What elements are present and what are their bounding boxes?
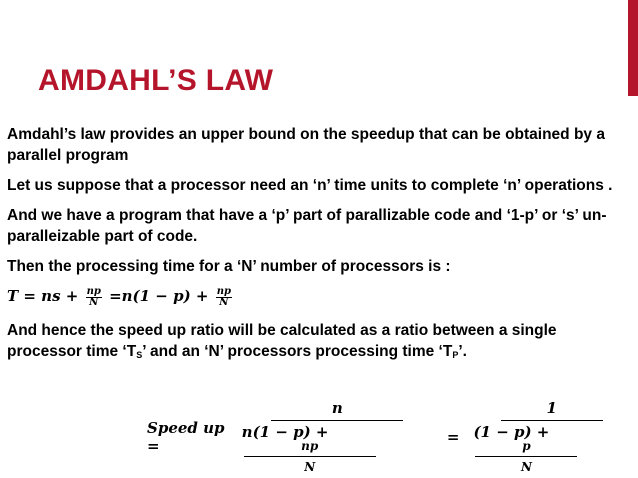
paragraph-processing-time: Then the processing time for a ‘N’ number of processors is : — [7, 258, 451, 275]
formula1-fraction-denominator: N — [89, 296, 99, 308]
p5-subscript-p: P — [452, 349, 459, 360]
formula2-f2-den-text: (1 − p) + — [473, 423, 550, 441]
formula1-fraction-numerator: np — [86, 285, 101, 297]
p5-text-c: ’. — [458, 342, 467, 360]
formula1-fraction-2-numerator: np — [216, 285, 231, 297]
formula2-f1-den-fraction — [244, 440, 376, 473]
formula2-f1-den-fraction-numerator: np — [244, 440, 376, 457]
formula2-fraction-1-denominator — [236, 421, 439, 473]
p5-subscript-s: S — [136, 349, 143, 360]
formula1-middle: =n(1 − p) + — [109, 287, 209, 305]
paragraph-processor-time: Let us suppose that a processor need an ‘n’ time units to complete ‘n’ operations . — [7, 177, 613, 194]
formula1-lhs: T = ns + — [7, 287, 79, 305]
formula1-fraction — [86, 287, 102, 308]
formula2-fraction-2-numerator: 1 — [501, 401, 603, 421]
p5-text-a: And hence the speed up ratio will be calculated as a ratio between a single processor time ‘T — [7, 321, 557, 360]
paragraph-amdahl-definition: Amdahl’s law provides an upper bound on the speedup that can be obtained by a parallel program — [7, 126, 605, 164]
formula2-f2-den-fraction-denominator: N — [520, 460, 532, 474]
formula1-fraction-2-denominator: N — [219, 296, 229, 308]
slide-title: AMDAHL’S LAW — [38, 64, 274, 97]
formula2-f2-den-fraction-numerator: p — [475, 440, 577, 457]
p5-text-b: ’ and an ‘N’ processors processing time ‘T — [142, 342, 453, 360]
formula2-lhs: Speed up = — [147, 419, 225, 455]
formula1-fraction-2 — [216, 287, 232, 308]
paragraph-speedup-ratio — [7, 320, 627, 366]
formula2-equals: = — [446, 428, 460, 446]
formula2-fraction-1 — [236, 401, 439, 473]
accent-bar — [628, 0, 638, 96]
formula2-fraction-2 — [467, 401, 636, 473]
formula-processing-time — [7, 286, 627, 308]
formula-speedup — [147, 401, 638, 473]
paragraph-parallel-part: And we have a program that have a ‘p’ part of parallizable code and ‘1-p’ or ‘s’ un-paralleizable part of code. — [7, 207, 607, 245]
formula2-f1-den-fraction-denominator: N — [304, 460, 316, 474]
formula2-f2-den-fraction — [475, 440, 577, 473]
formula2-fraction-1-numerator: n — [271, 401, 403, 421]
formula2-fraction-2-denominator — [467, 421, 636, 473]
slide-body — [7, 124, 627, 375]
formula2-f1-den-text: n(1 − p) + — [241, 423, 329, 441]
